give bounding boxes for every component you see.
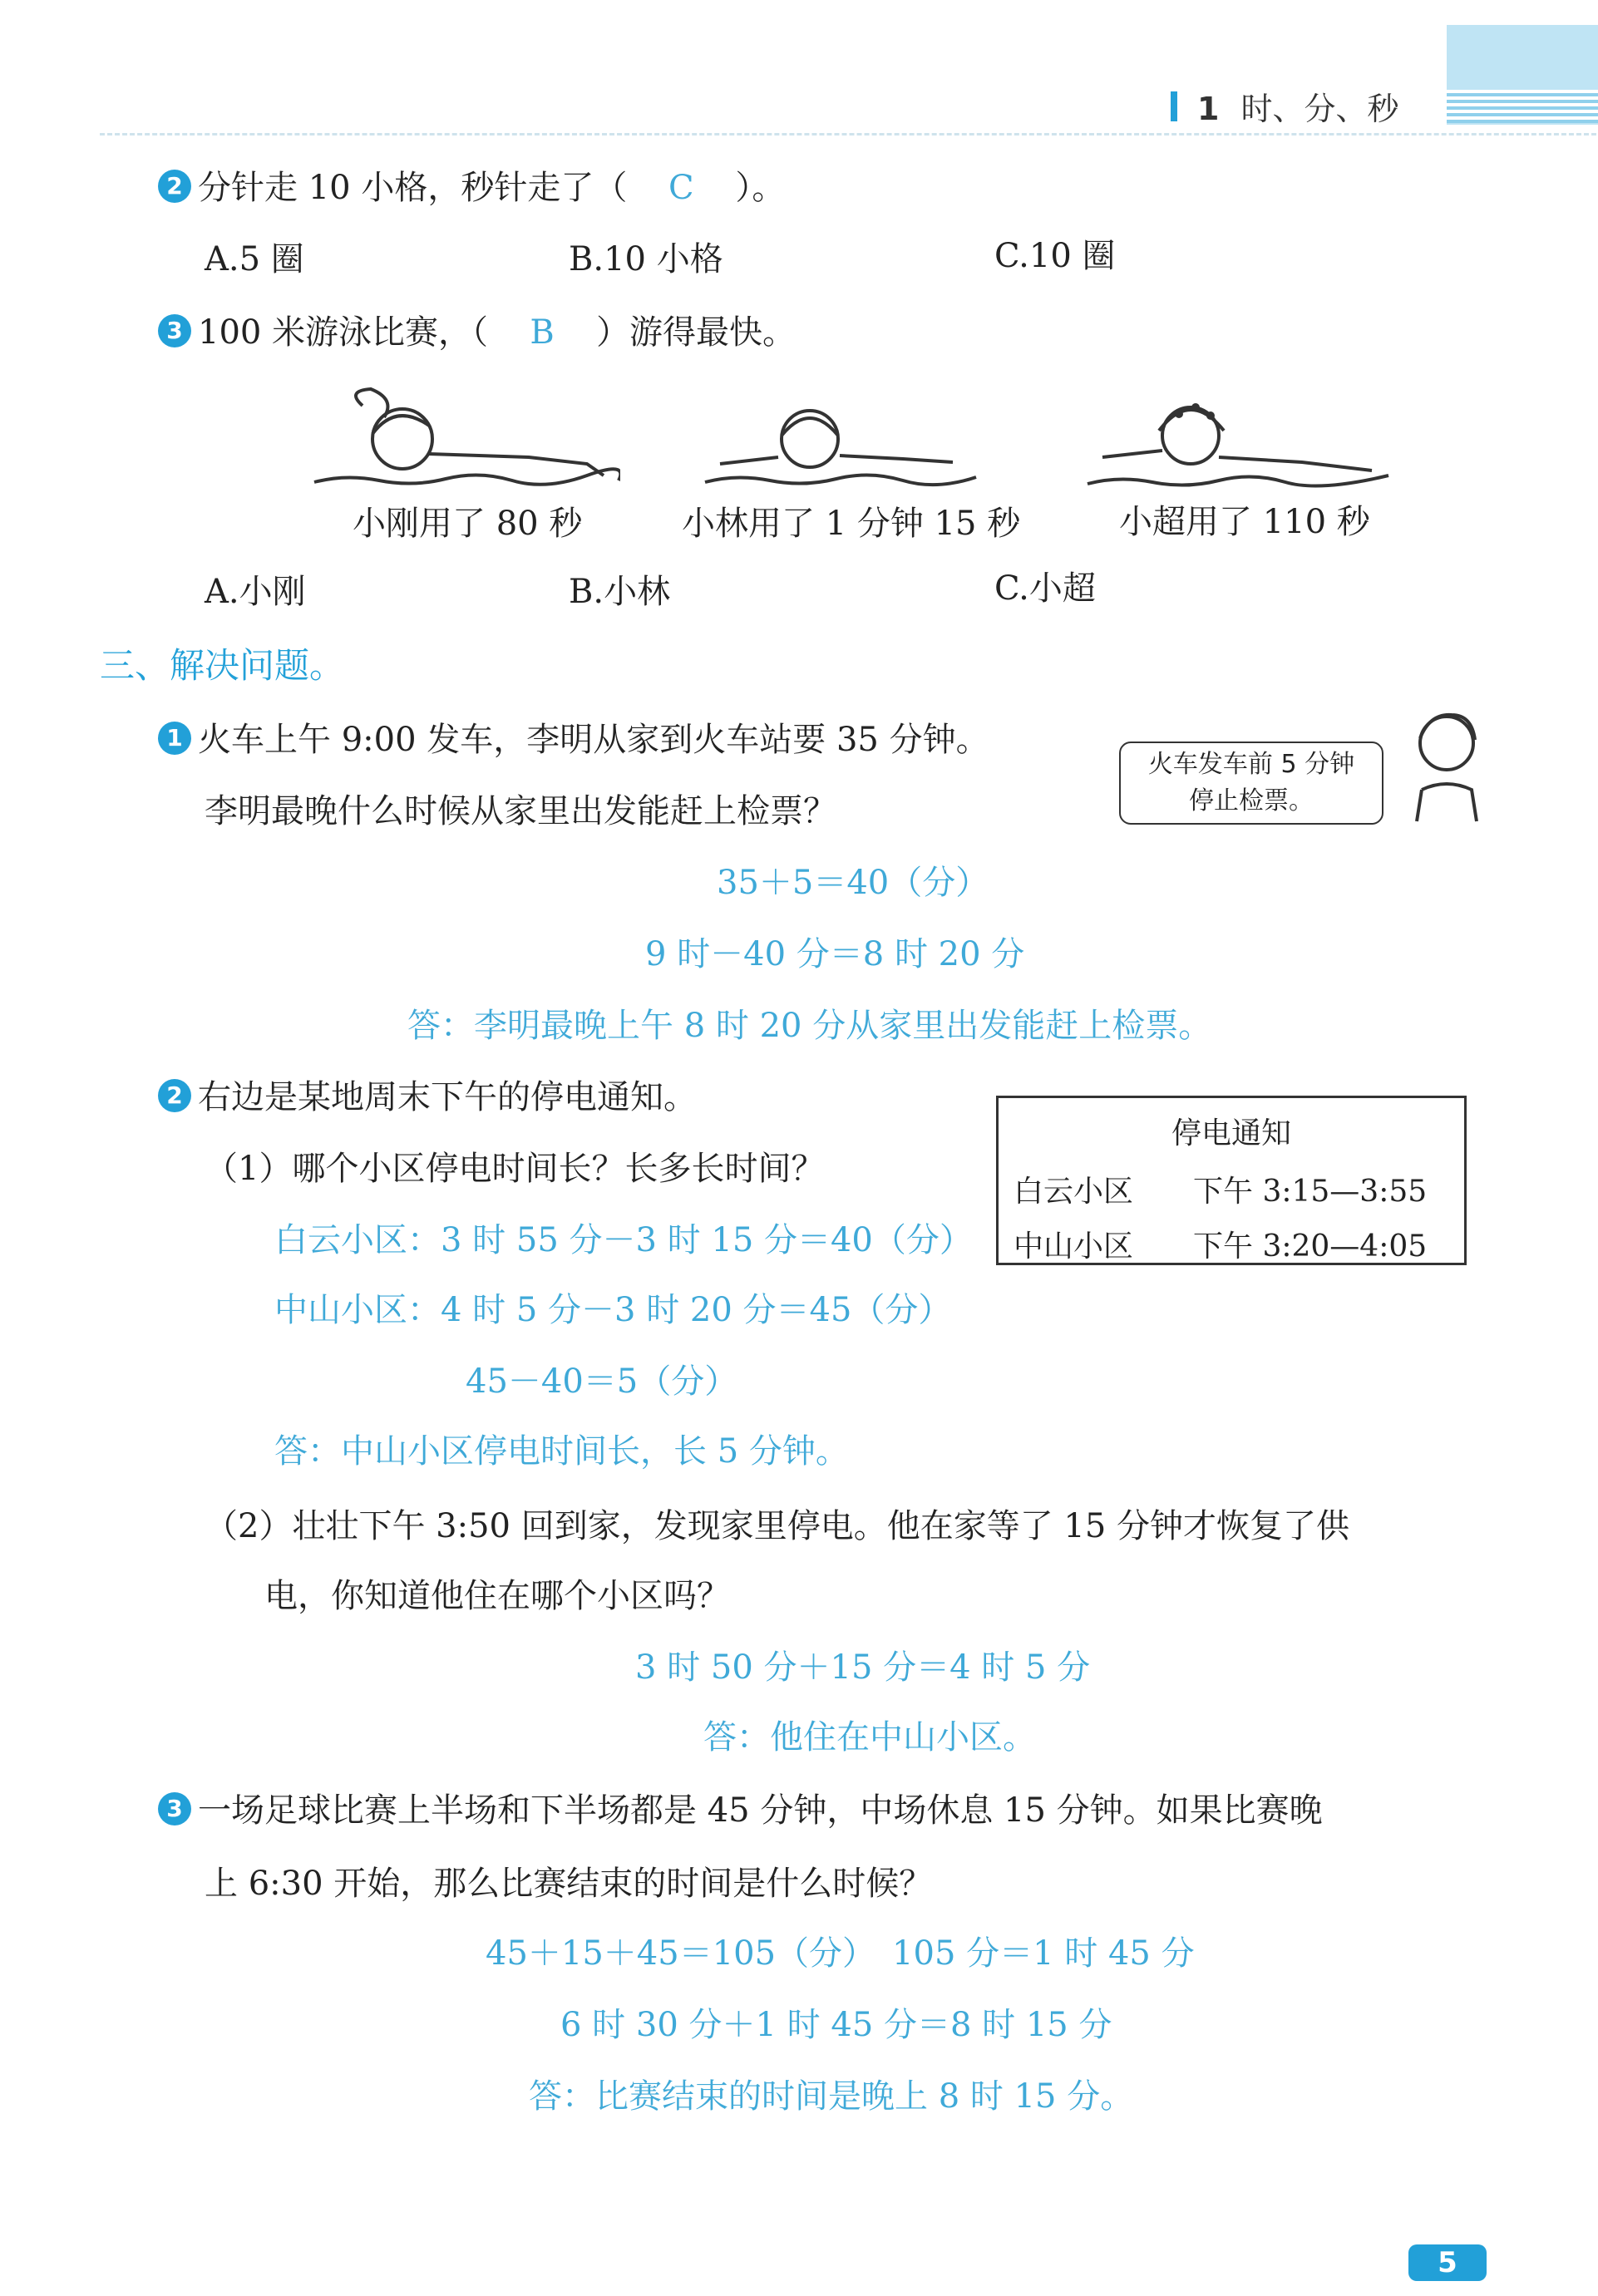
solution-step-2: 9 时－40 分＝8 时 20 分 (645, 935, 1025, 973)
sub-question-1: （1）哪个小区停电时间长？长多长时间？ (205, 1150, 825, 1188)
notice-title: 停电通知 (1171, 1116, 1291, 1150)
option-c: C.小超 (994, 569, 1096, 608)
solution-step-3: 45－40＝5（分） (466, 1362, 738, 1401)
problem-1-line1 (158, 717, 989, 763)
answer-statement: 答：李明最晚上午 8 时 20 分从家里出发能赶上检票。 (407, 1007, 1212, 1045)
speech-bubble (1119, 742, 1383, 825)
option-b: B.10 小格 (569, 240, 723, 278)
problem-1-line2: 李明最晚什么时候从家里出发能赶上检票？ (205, 792, 836, 830)
caption-xiaogang: 小刚用了 80 秒 (353, 505, 583, 543)
answer-statement-1: 答：中山小区停电时间长，长 5 分钟。 (274, 1432, 849, 1471)
question-text-end: ）游得最快。 (596, 313, 797, 352)
problem-2-intro (158, 1074, 697, 1121)
swimmer-xiaogang-illustration (313, 382, 620, 499)
notice-time-2: 下午 3:20—4:05 (1193, 1229, 1428, 1264)
notice-time-1: 下午 3:15—3:55 (1193, 1175, 1428, 1209)
chapter-title (1197, 83, 1398, 129)
answer-blank: C (668, 169, 694, 207)
problem-text: 火车上午 9:00 发车，李明从家到火车站要 35 分钟。 (198, 721, 989, 759)
problem-number-badge: 3 (158, 1792, 191, 1825)
notice-area-2: 中山小区 (1014, 1229, 1134, 1264)
answer-blank: B (530, 313, 555, 352)
option-a: A.5 圈 (205, 240, 304, 278)
power-outage-notice (996, 1096, 1467, 1265)
swimmer-xiaochao-illustration (1086, 382, 1390, 499)
problem-text: 右边是某地周末下午的停电通知。 (198, 1078, 697, 1116)
problem-3-line1 (158, 1787, 1323, 1834)
header-stripes (1447, 90, 1598, 123)
question-number-badge: 2 (158, 170, 191, 203)
question-3 (158, 309, 796, 356)
chapter-name: 时、分、秒 (1240, 91, 1399, 127)
question-text: 分针走 10 小格，秒针走了（ (198, 169, 628, 207)
solution-step-2: 中山小区：4 时 5 分－3 时 20 分＝45（分） (274, 1291, 952, 1329)
problem-number-badge: 1 (158, 722, 191, 755)
solution-step-4: 3 时 50 分＋15 分＝4 时 5 分 (635, 1648, 1091, 1687)
bubble-line-2: 停止检票。 (1189, 786, 1314, 815)
solution-step-1: 45＋15＋45＝105（分） 105 分＝1 时 45 分 (486, 1934, 1195, 1973)
option-c: C.10 圈 (994, 237, 1116, 275)
answer-statement-2: 答：他住在中山小区。 (703, 1718, 1036, 1756)
caption-xiaolin: 小林用了 1 分钟 15 秒 (682, 505, 1021, 543)
option-b: B.小林 (569, 573, 671, 611)
solution-step-1: 35＋5＝40（分） (717, 864, 989, 902)
chapter-number: 1 (1197, 91, 1220, 127)
question-text-end: ）。 (735, 169, 786, 207)
page-number: 5 (1408, 2244, 1487, 2281)
swimmer-xiaolin-illustration (703, 397, 978, 497)
problem-number-badge: 2 (158, 1079, 191, 1112)
question-number-badge: 3 (158, 314, 191, 347)
notice-area-1: 白云小区 (1014, 1175, 1134, 1209)
sub-question-2-line2: 电，你知道他住在哪个小区吗？ (264, 1577, 730, 1615)
question-2 (158, 165, 785, 211)
problem-text: 一场足球比赛上半场和下半场都是 45 分钟，中场休息 15 分钟。如果比赛晚 (198, 1791, 1323, 1830)
problem-3-line2: 上 6:30 开始，那么比赛结束的时间是什么时候？ (205, 1865, 933, 1903)
header-divider (100, 133, 1596, 135)
solution-step-2: 6 时 30 分＋1 时 45 分＝8 时 15 分 (560, 2006, 1112, 2044)
option-a: A.小刚 (205, 573, 306, 611)
bubble-line-1: 火车发车前 5 分钟 (1147, 750, 1355, 779)
section-title: 三、解决问题。 (100, 645, 345, 686)
sub-question-2-line1: （2）壮壮下午 3:50 回到家，发现家里停电。他在家等了 15 分钟才恢复了供 (205, 1507, 1350, 1545)
header-accent-bar (1171, 91, 1177, 121)
boy-illustration (1405, 707, 1488, 823)
answer-statement: 答：比赛结束的时间是晚上 8 时 15 分。 (529, 2077, 1134, 2116)
caption-xiaochao: 小超用了 110 秒 (1119, 503, 1370, 541)
solution-step-1: 白云小区：3 时 55 分－3 时 15 分＝40（分） (274, 1221, 973, 1259)
question-text: 100 米游泳比赛，（ (198, 313, 489, 352)
